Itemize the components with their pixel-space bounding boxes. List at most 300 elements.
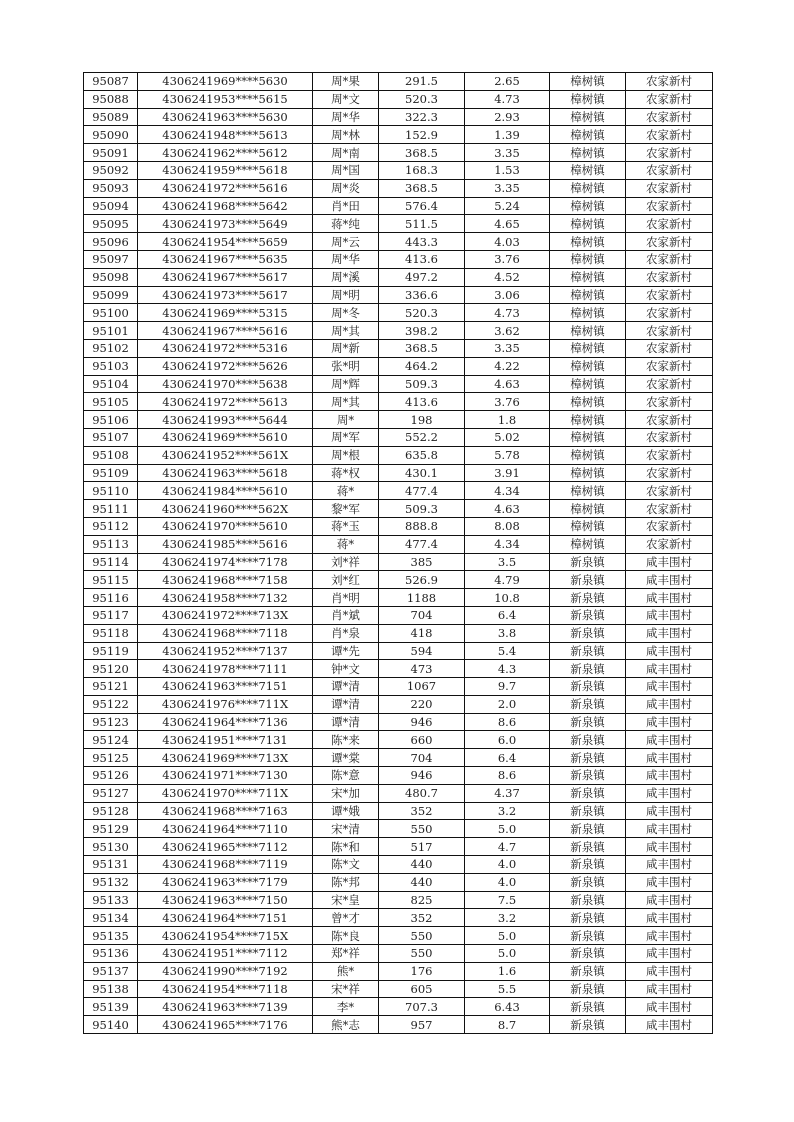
table-row <box>84 375 713 393</box>
name-cell: 宋*皇 <box>313 891 379 909</box>
quantity-cell: 4.52 <box>465 268 550 286</box>
table-row <box>84 838 713 856</box>
town-cell: 新泉镇 <box>550 802 626 820</box>
name-cell: 周* <box>313 411 379 429</box>
amount-cell: 352 <box>379 909 465 927</box>
serial-number-cell: 95125 <box>84 749 138 767</box>
name-cell: 周*云 <box>313 233 379 251</box>
village-cell: 农家新村 <box>626 446 713 464</box>
amount-cell: 946 <box>379 767 465 785</box>
id-number-cell: 4306241965****7112 <box>138 838 313 856</box>
amount-cell: 946 <box>379 713 465 731</box>
village-cell: 咸丰围村 <box>626 553 713 571</box>
town-cell: 樟树镇 <box>550 161 626 179</box>
serial-number-cell: 95100 <box>84 304 138 322</box>
name-cell: 蒋* <box>313 535 379 553</box>
id-number-cell: 4306241969****5610 <box>138 428 313 446</box>
table-row <box>84 500 713 518</box>
id-number-cell: 4306241963****7151 <box>138 678 313 696</box>
name-cell: 周*根 <box>313 446 379 464</box>
id-number-cell: 4306241978****7111 <box>138 660 313 678</box>
amount-cell: 440 <box>379 856 465 874</box>
amount-cell: 413.6 <box>379 393 465 411</box>
amount-cell: 198 <box>379 411 465 429</box>
serial-number-cell: 95124 <box>84 731 138 749</box>
amount-cell: 413.6 <box>379 250 465 268</box>
quantity-cell: 5.0 <box>465 820 550 838</box>
serial-number-cell: 95096 <box>84 233 138 251</box>
id-number-cell: 4306241973****5617 <box>138 286 313 304</box>
table-row <box>84 286 713 304</box>
town-cell: 樟树镇 <box>550 322 626 340</box>
serial-number-cell: 95134 <box>84 909 138 927</box>
town-cell: 新泉镇 <box>550 891 626 909</box>
table-row <box>84 428 713 446</box>
quantity-cell: 3.35 <box>465 339 550 357</box>
serial-number-cell: 95106 <box>84 411 138 429</box>
village-cell: 农家新村 <box>626 375 713 393</box>
id-number-cell: 4306241969****5315 <box>138 304 313 322</box>
town-cell: 新泉镇 <box>550 678 626 696</box>
id-number-cell: 4306241962****5612 <box>138 144 313 162</box>
table-row <box>84 553 713 571</box>
amount-cell: 477.4 <box>379 535 465 553</box>
serial-number-cell: 95088 <box>84 90 138 108</box>
quantity-cell: 3.91 <box>465 464 550 482</box>
name-cell: 周*文 <box>313 90 379 108</box>
serial-number-cell: 95115 <box>84 571 138 589</box>
id-number-cell: 4306241970****5610 <box>138 517 313 535</box>
table-row <box>84 660 713 678</box>
village-cell: 农家新村 <box>626 517 713 535</box>
id-number-cell: 4306241952****561X <box>138 446 313 464</box>
name-cell: 曾*才 <box>313 909 379 927</box>
amount-cell: 550 <box>379 927 465 945</box>
village-cell: 农家新村 <box>626 215 713 233</box>
quantity-cell: 4.63 <box>465 500 550 518</box>
name-cell: 周*溪 <box>313 268 379 286</box>
serial-number-cell: 95110 <box>84 482 138 500</box>
village-cell: 咸丰围村 <box>626 856 713 874</box>
name-cell: 肖*泉 <box>313 624 379 642</box>
quantity-cell: 4.3 <box>465 660 550 678</box>
town-cell: 新泉镇 <box>550 980 626 998</box>
amount-cell: 1188 <box>379 589 465 607</box>
amount-cell: 480.7 <box>379 784 465 802</box>
town-cell: 新泉镇 <box>550 695 626 713</box>
village-cell: 咸丰围村 <box>626 642 713 660</box>
table-row <box>84 250 713 268</box>
town-cell: 樟树镇 <box>550 250 626 268</box>
quantity-cell: 10.8 <box>465 589 550 607</box>
table-row <box>84 411 713 429</box>
serial-number-cell: 95116 <box>84 589 138 607</box>
village-cell: 农家新村 <box>626 90 713 108</box>
town-cell: 樟树镇 <box>550 535 626 553</box>
quantity-cell: 7.5 <box>465 891 550 909</box>
id-number-cell: 4306241958****7132 <box>138 589 313 607</box>
village-cell: 咸丰围村 <box>626 820 713 838</box>
serial-number-cell: 95102 <box>84 339 138 357</box>
table-row <box>84 873 713 891</box>
name-cell: 谭*清 <box>313 678 379 696</box>
village-cell: 咸丰围村 <box>626 749 713 767</box>
name-cell: 谭*先 <box>313 642 379 660</box>
id-number-cell: 4306241972****5616 <box>138 179 313 197</box>
id-number-cell: 4306241968****7119 <box>138 856 313 874</box>
amount-cell: 550 <box>379 945 465 963</box>
quantity-cell: 2.93 <box>465 108 550 126</box>
town-cell: 新泉镇 <box>550 784 626 802</box>
table-row <box>84 945 713 963</box>
table-row <box>84 589 713 607</box>
quantity-cell: 8.6 <box>465 713 550 731</box>
serial-number-cell: 95093 <box>84 179 138 197</box>
name-cell: 周*果 <box>313 73 379 91</box>
town-cell: 樟树镇 <box>550 108 626 126</box>
serial-number-cell: 95117 <box>84 606 138 624</box>
serial-number-cell: 95107 <box>84 428 138 446</box>
quantity-cell: 4.73 <box>465 304 550 322</box>
id-number-cell: 4306241967****5616 <box>138 322 313 340</box>
quantity-cell: 4.63 <box>465 375 550 393</box>
town-cell: 新泉镇 <box>550 749 626 767</box>
quantity-cell: 4.22 <box>465 357 550 375</box>
name-cell: 肖*明 <box>313 589 379 607</box>
id-number-cell: 4306241952****7137 <box>138 642 313 660</box>
village-cell: 农家新村 <box>626 393 713 411</box>
village-cell: 咸丰围村 <box>626 767 713 785</box>
name-cell: 陈*邦 <box>313 873 379 891</box>
table-row <box>84 197 713 215</box>
amount-cell: 477.4 <box>379 482 465 500</box>
town-cell: 樟树镇 <box>550 90 626 108</box>
name-cell: 谭*娥 <box>313 802 379 820</box>
quantity-cell: 4.34 <box>465 535 550 553</box>
quantity-cell: 5.5 <box>465 980 550 998</box>
table-row <box>84 535 713 553</box>
table-row <box>84 517 713 535</box>
id-number-cell: 4306241951****7131 <box>138 731 313 749</box>
town-cell: 新泉镇 <box>550 909 626 927</box>
id-number-cell: 4306241963****7150 <box>138 891 313 909</box>
serial-number-cell: 95087 <box>84 73 138 91</box>
table-row <box>84 802 713 820</box>
serial-number-cell: 95105 <box>84 393 138 411</box>
id-number-cell: 4306241973****5649 <box>138 215 313 233</box>
town-cell: 樟树镇 <box>550 286 626 304</box>
table-row <box>84 233 713 251</box>
id-number-cell: 4306241968****7118 <box>138 624 313 642</box>
name-cell: 陈*意 <box>313 767 379 785</box>
table-row <box>84 731 713 749</box>
serial-number-cell: 95122 <box>84 695 138 713</box>
amount-cell: 520.3 <box>379 90 465 108</box>
table-row <box>84 749 713 767</box>
name-cell: 宋*清 <box>313 820 379 838</box>
table-row <box>84 357 713 375</box>
quantity-cell: 3.76 <box>465 250 550 268</box>
village-cell: 农家新村 <box>626 339 713 357</box>
village-cell: 咸丰围村 <box>626 731 713 749</box>
village-cell: 农家新村 <box>626 535 713 553</box>
village-cell: 农家新村 <box>626 197 713 215</box>
name-cell: 周*南 <box>313 144 379 162</box>
serial-number-cell: 95108 <box>84 446 138 464</box>
village-cell: 农家新村 <box>626 161 713 179</box>
table-row <box>84 446 713 464</box>
village-cell: 咸丰围村 <box>626 945 713 963</box>
name-cell: 周*其 <box>313 393 379 411</box>
town-cell: 樟树镇 <box>550 233 626 251</box>
amount-cell: 704 <box>379 749 465 767</box>
serial-number-cell: 95114 <box>84 553 138 571</box>
village-cell: 农家新村 <box>626 304 713 322</box>
serial-number-cell: 95094 <box>84 197 138 215</box>
table-row <box>84 161 713 179</box>
amount-cell: 473 <box>379 660 465 678</box>
town-cell: 樟树镇 <box>550 482 626 500</box>
village-cell: 咸丰围村 <box>626 838 713 856</box>
quantity-cell: 6.4 <box>465 749 550 767</box>
serial-number-cell: 95123 <box>84 713 138 731</box>
id-number-cell: 4306241976****711X <box>138 695 313 713</box>
table-row <box>84 90 713 108</box>
quantity-cell: 2.0 <box>465 695 550 713</box>
table-row <box>84 73 713 91</box>
quantity-cell: 8.7 <box>465 1016 550 1034</box>
id-number-cell: 4306241968****5642 <box>138 197 313 215</box>
id-number-cell: 4306241954****715X <box>138 927 313 945</box>
table-row <box>84 606 713 624</box>
amount-cell: 464.2 <box>379 357 465 375</box>
serial-number-cell: 95091 <box>84 144 138 162</box>
serial-number-cell: 95138 <box>84 980 138 998</box>
amount-cell: 368.5 <box>379 179 465 197</box>
id-number-cell: 4306241985****5616 <box>138 535 313 553</box>
town-cell: 新泉镇 <box>550 660 626 678</box>
serial-number-cell: 95119 <box>84 642 138 660</box>
village-cell: 农家新村 <box>626 73 713 91</box>
serial-number-cell: 95111 <box>84 500 138 518</box>
name-cell: 蒋*纯 <box>313 215 379 233</box>
quantity-cell: 5.02 <box>465 428 550 446</box>
town-cell: 新泉镇 <box>550 624 626 642</box>
amount-cell: 509.3 <box>379 375 465 393</box>
quantity-cell: 6.4 <box>465 606 550 624</box>
table-row <box>84 108 713 126</box>
table-row <box>84 980 713 998</box>
name-cell: 黎*军 <box>313 500 379 518</box>
name-cell: 谭*棠 <box>313 749 379 767</box>
id-number-cell: 4306241968****7158 <box>138 571 313 589</box>
table-row <box>84 909 713 927</box>
name-cell: 周*明 <box>313 286 379 304</box>
village-cell: 咸丰围村 <box>626 695 713 713</box>
serial-number-cell: 95090 <box>84 126 138 144</box>
village-cell: 咸丰围村 <box>626 962 713 980</box>
amount-cell: 552.2 <box>379 428 465 446</box>
quantity-cell: 9.7 <box>465 678 550 696</box>
name-cell: 周*辉 <box>313 375 379 393</box>
amount-cell: 576.4 <box>379 197 465 215</box>
name-cell: 谭*清 <box>313 695 379 713</box>
id-number-cell: 4306241970****5638 <box>138 375 313 393</box>
name-cell: 周*林 <box>313 126 379 144</box>
village-cell: 咸丰围村 <box>626 571 713 589</box>
id-number-cell: 4306241969****5630 <box>138 73 313 91</box>
data-table <box>83 72 713 1034</box>
quantity-cell: 4.37 <box>465 784 550 802</box>
village-cell: 咸丰围村 <box>626 909 713 927</box>
table-row <box>84 304 713 322</box>
town-cell: 樟树镇 <box>550 500 626 518</box>
table-row <box>84 482 713 500</box>
quantity-cell: 8.6 <box>465 767 550 785</box>
name-cell: 刘*红 <box>313 571 379 589</box>
quantity-cell: 4.34 <box>465 482 550 500</box>
village-cell: 农家新村 <box>626 411 713 429</box>
serial-number-cell: 95121 <box>84 678 138 696</box>
town-cell: 樟树镇 <box>550 411 626 429</box>
table-row <box>84 179 713 197</box>
town-cell: 樟树镇 <box>550 375 626 393</box>
name-cell: 刘*祥 <box>313 553 379 571</box>
village-cell: 咸丰围村 <box>626 660 713 678</box>
table-row <box>84 393 713 411</box>
name-cell: 蒋*权 <box>313 464 379 482</box>
name-cell: 宋*祥 <box>313 980 379 998</box>
id-number-cell: 4306241964****7151 <box>138 909 313 927</box>
name-cell: 周*炎 <box>313 179 379 197</box>
name-cell: 陈*和 <box>313 838 379 856</box>
serial-number-cell: 95130 <box>84 838 138 856</box>
town-cell: 樟树镇 <box>550 268 626 286</box>
id-number-cell: 4306241965****7176 <box>138 1016 313 1034</box>
table-row <box>84 144 713 162</box>
table-row <box>84 891 713 909</box>
id-number-cell: 4306241953****5615 <box>138 90 313 108</box>
name-cell: 周*国 <box>313 161 379 179</box>
table-row <box>84 695 713 713</box>
table-body <box>84 73 713 1034</box>
amount-cell: 368.5 <box>379 144 465 162</box>
amount-cell: 660 <box>379 731 465 749</box>
quantity-cell: 3.06 <box>465 286 550 304</box>
id-number-cell: 4306241993****5644 <box>138 411 313 429</box>
name-cell: 蒋* <box>313 482 379 500</box>
id-number-cell: 4306241963****5630 <box>138 108 313 126</box>
table-row <box>84 678 713 696</box>
village-cell: 咸丰围村 <box>626 873 713 891</box>
name-cell: 陈*来 <box>313 731 379 749</box>
id-number-cell: 4306241963****7179 <box>138 873 313 891</box>
amount-cell: 385 <box>379 553 465 571</box>
amount-cell: 520.3 <box>379 304 465 322</box>
town-cell: 新泉镇 <box>550 731 626 749</box>
table-row <box>84 998 713 1016</box>
village-cell: 农家新村 <box>626 250 713 268</box>
amount-cell: 430.1 <box>379 464 465 482</box>
amount-cell: 336.6 <box>379 286 465 304</box>
town-cell: 新泉镇 <box>550 927 626 945</box>
village-cell: 咸丰围村 <box>626 589 713 607</box>
town-cell: 新泉镇 <box>550 767 626 785</box>
name-cell: 郑*祥 <box>313 945 379 963</box>
amount-cell: 352 <box>379 802 465 820</box>
id-number-cell: 4306241959****5618 <box>138 161 313 179</box>
town-cell: 樟树镇 <box>550 339 626 357</box>
amount-cell: 176 <box>379 962 465 980</box>
name-cell: 熊*志 <box>313 1016 379 1034</box>
id-number-cell: 4306241972****5626 <box>138 357 313 375</box>
table-row <box>84 126 713 144</box>
amount-cell: 825 <box>379 891 465 909</box>
serial-number-cell: 95127 <box>84 784 138 802</box>
quantity-cell: 1.39 <box>465 126 550 144</box>
serial-number-cell: 95095 <box>84 215 138 233</box>
amount-cell: 322.3 <box>379 108 465 126</box>
village-cell: 农家新村 <box>626 464 713 482</box>
serial-number-cell: 95140 <box>84 1016 138 1034</box>
town-cell: 新泉镇 <box>550 642 626 660</box>
quantity-cell: 3.2 <box>465 909 550 927</box>
quantity-cell: 4.0 <box>465 856 550 874</box>
serial-number-cell: 95136 <box>84 945 138 963</box>
town-cell: 樟树镇 <box>550 304 626 322</box>
serial-number-cell: 95135 <box>84 927 138 945</box>
name-cell: 周*华 <box>313 250 379 268</box>
table-row <box>84 962 713 980</box>
quantity-cell: 5.4 <box>465 642 550 660</box>
town-cell: 新泉镇 <box>550 873 626 891</box>
quantity-cell: 5.24 <box>465 197 550 215</box>
serial-number-cell: 95104 <box>84 375 138 393</box>
name-cell: 陈*文 <box>313 856 379 874</box>
village-cell: 农家新村 <box>626 126 713 144</box>
amount-cell: 594 <box>379 642 465 660</box>
id-number-cell: 4306241974****7178 <box>138 553 313 571</box>
serial-number-cell: 95139 <box>84 998 138 1016</box>
id-number-cell: 4306241964****7110 <box>138 820 313 838</box>
serial-number-cell: 95113 <box>84 535 138 553</box>
quantity-cell: 4.79 <box>465 571 550 589</box>
town-cell: 樟树镇 <box>550 73 626 91</box>
id-number-cell: 4306241972****713X <box>138 606 313 624</box>
table-row <box>84 464 713 482</box>
quantity-cell: 4.03 <box>465 233 550 251</box>
quantity-cell: 6.0 <box>465 731 550 749</box>
amount-cell: 550 <box>379 820 465 838</box>
name-cell: 蒋*玉 <box>313 517 379 535</box>
amount-cell: 605 <box>379 980 465 998</box>
town-cell: 新泉镇 <box>550 553 626 571</box>
amount-cell: 168.3 <box>379 161 465 179</box>
quantity-cell: 4.0 <box>465 873 550 891</box>
village-cell: 农家新村 <box>626 179 713 197</box>
quantity-cell: 8.08 <box>465 517 550 535</box>
village-cell: 农家新村 <box>626 108 713 126</box>
serial-number-cell: 95131 <box>84 856 138 874</box>
village-cell: 咸丰围村 <box>626 1016 713 1034</box>
table-row <box>84 856 713 874</box>
amount-cell: 443.3 <box>379 233 465 251</box>
id-number-cell: 4306241951****7112 <box>138 945 313 963</box>
id-number-cell: 4306241960****562X <box>138 500 313 518</box>
town-cell: 新泉镇 <box>550 606 626 624</box>
town-cell: 新泉镇 <box>550 571 626 589</box>
serial-number-cell: 95109 <box>84 464 138 482</box>
